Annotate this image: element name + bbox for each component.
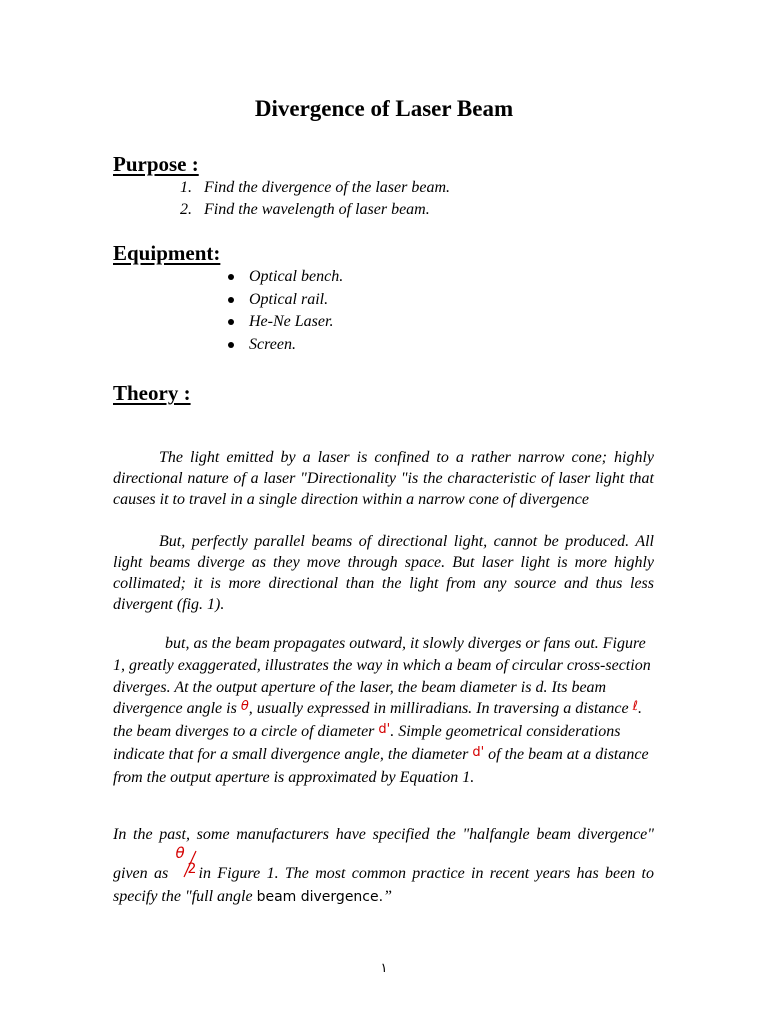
purpose-heading: Purpose :: [113, 152, 199, 176]
diameter-symbol: d': [472, 744, 485, 760]
purpose-list: [180, 177, 450, 220]
theory-paragraph-4: In the past, some manufacturers have specified the "halfangle beam divergence" given as θ 2 in Figure 1. The most common practice in recent years has been to specify the "full angle beam divergence.”: [113, 826, 655, 905]
equipment-item: Screen.: [225, 334, 343, 357]
theory-paragraph-3: but, as the beam propagates outward, it slowly diverges or fans out. Figure 1, greatly exaggerated, illustrates the way in which a beam of circular cross-section diverges. At the output aperture of the laser, the beam diameter is d. Its beam divergence angle is θ, usually expressed in milliradians. In traversing a distance ℓ. the beam diverges to a circle of diameter d'. Simple geometrical considerations indicate that for a small divergence angle, the diameter d' of the beam at a distance from the output aperture is approximated by Equation 1.: [113, 635, 651, 786]
bullet-icon: [228, 319, 234, 325]
purpose-item: 2. Find the wavelength of laser beam.: [180, 200, 430, 218]
theory-paragraph-1: The light emitted by a laser is confined to a rather narrow cone; highly directional nature of a laser "Directionality "is the characteristic of laser light that causes it to travel in a single direction within a narrow cone of divergence: [113, 449, 654, 508]
equipment-item: Optical rail.: [225, 289, 343, 312]
half-angle-fraction: θ 2: [175, 846, 199, 880]
diameter-symbol: d': [378, 722, 391, 738]
bullet-icon: [228, 342, 234, 348]
bullet-icon: [228, 297, 234, 303]
equipment-item: He-Ne Laser.: [225, 311, 343, 334]
equipment-heading: Equipment:: [113, 241, 221, 265]
equipment-item: Optical bench.: [225, 266, 343, 289]
equipment-list: [225, 266, 343, 356]
page-title: Divergence of Laser Beam: [254, 96, 514, 121]
theory-heading: Theory :: [113, 381, 191, 405]
theta-symbol: θ: [240, 699, 249, 715]
bullet-icon: [228, 274, 234, 280]
length-symbol: ℓ: [632, 699, 638, 715]
purpose-item: 1. Find the divergence of the laser beam.: [180, 179, 450, 196]
page-number: ١: [380, 960, 388, 975]
theory-paragraph-2: But, perfectly parallel beams of directional light, cannot be produced. All light beams diverge as they move through space. But laser light is more highly collimated; it is more directional than the light from any source and thus less divergent (fig. 1).: [113, 533, 654, 613]
